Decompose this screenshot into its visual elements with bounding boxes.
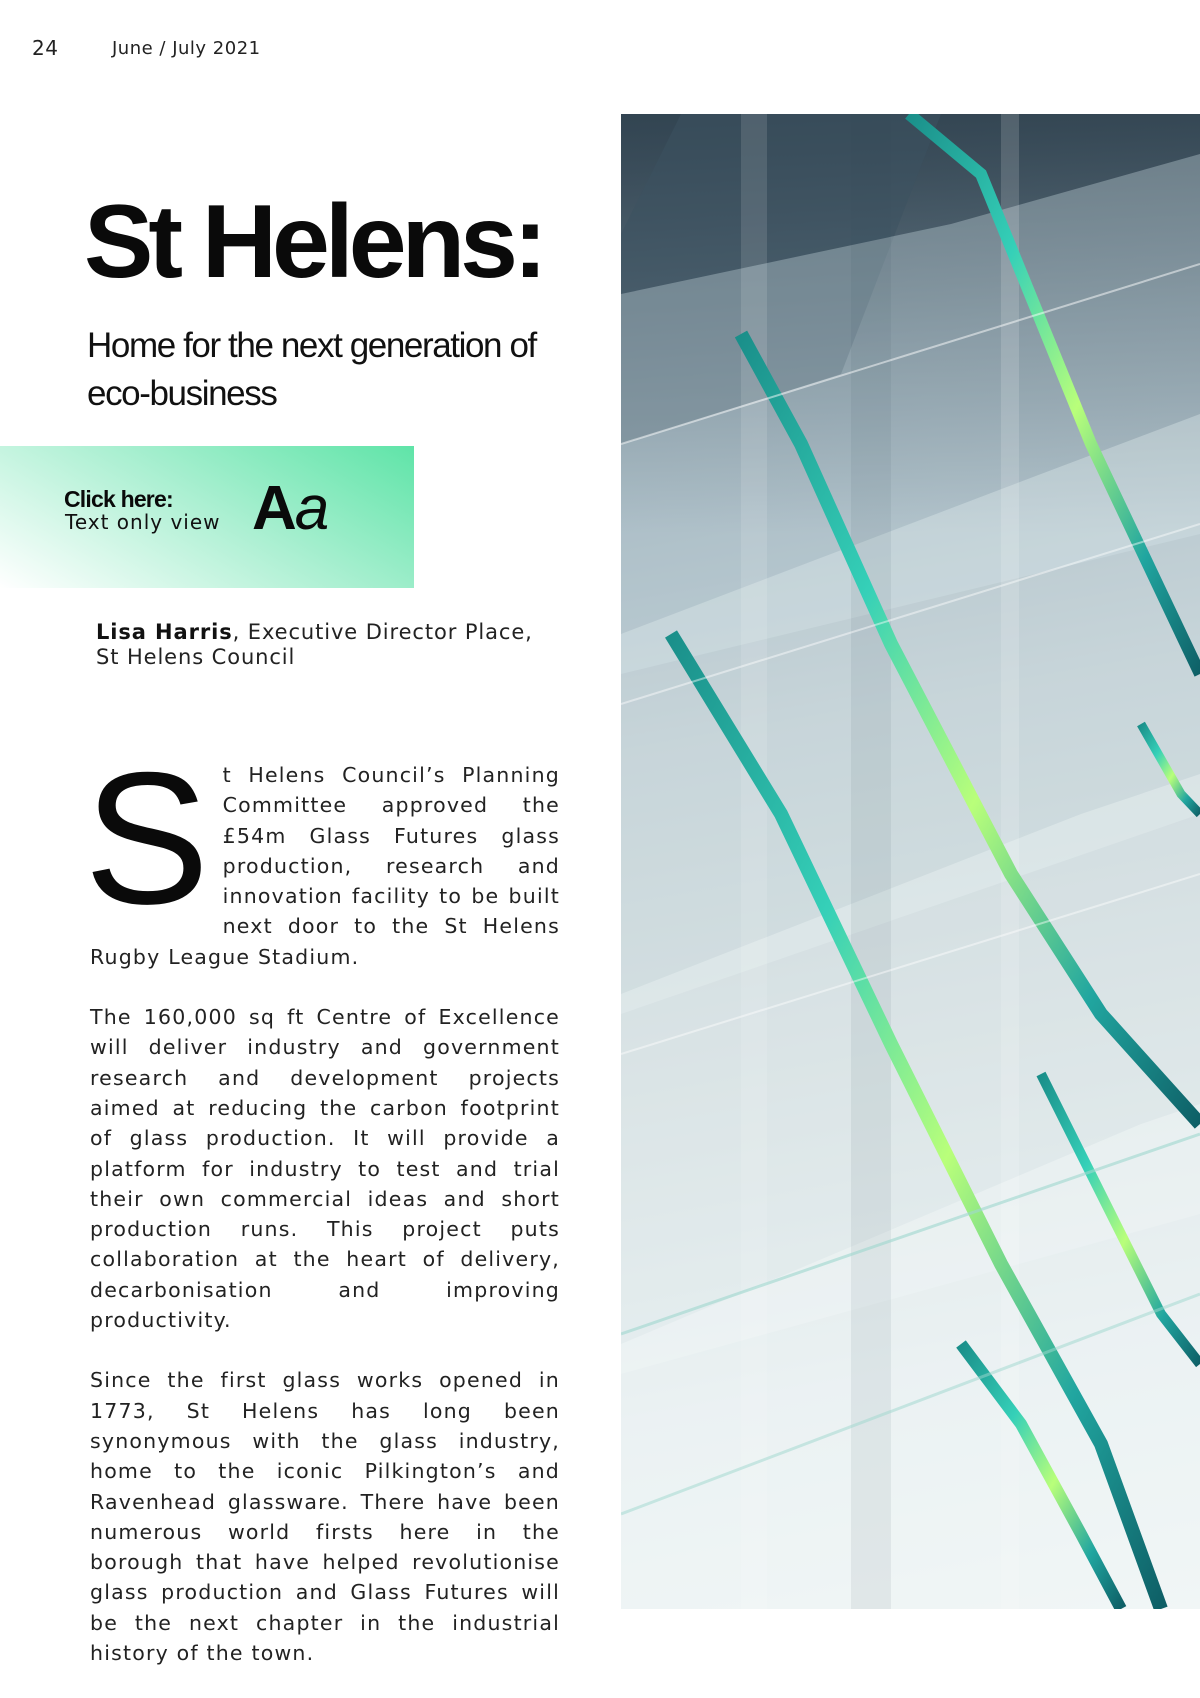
author-role: , Executive Director Place, St Helens Council [96, 620, 533, 669]
article-paragraph-1: St Helens Council’s Planning Committee approved the £54m Glass Futures glass production, research and innovation facility to be built next door to the St Helens Rugby League Stadium. [84, 733, 560, 969]
drop-cap: S [84, 733, 211, 943]
article-body [84, 733, 560, 1698]
text-only-view-sublabel: Text only view [65, 510, 221, 534]
text-only-view-label: Click here: [64, 486, 173, 512]
issue-date: June / July 2021 [112, 38, 261, 59]
page-number: 24 [32, 36, 59, 60]
page-title: St Helens: [84, 184, 543, 300]
article-paragraph-3: Since the first glass works opened in 1773, St Helens has long been synonymous with the glass industry, home to the iconic Pilkington’s and Ravenhead glassware. There have been numerous world firsts here in the borough that have helped revolutionise glass production and Glass Futures will be the next chapter in the industrial history of the town. [90, 1368, 560, 1666]
text-only-view-button[interactable] [0, 446, 414, 588]
glass-photo [621, 114, 1200, 1609]
article-paragraph-2: The 160,000 sq ft Centre of Excellence will deliver industry and government research and development projects aimed at reducing the carbon footprint of glass production. It will provide a platform for industry to test and trial their own commercial ideas and short production runs. This project puts collaboration at the heart of delivery, decarbonisation and improving productivity. [90, 1005, 560, 1333]
glass-panes-illustration [621, 114, 1200, 1609]
page-subtitle: Home for the next generation of eco-business [87, 326, 536, 413]
byline [96, 620, 536, 670]
font-size-aa-icon: Aa [252, 474, 328, 543]
author-name: Lisa Harris [96, 620, 233, 644]
